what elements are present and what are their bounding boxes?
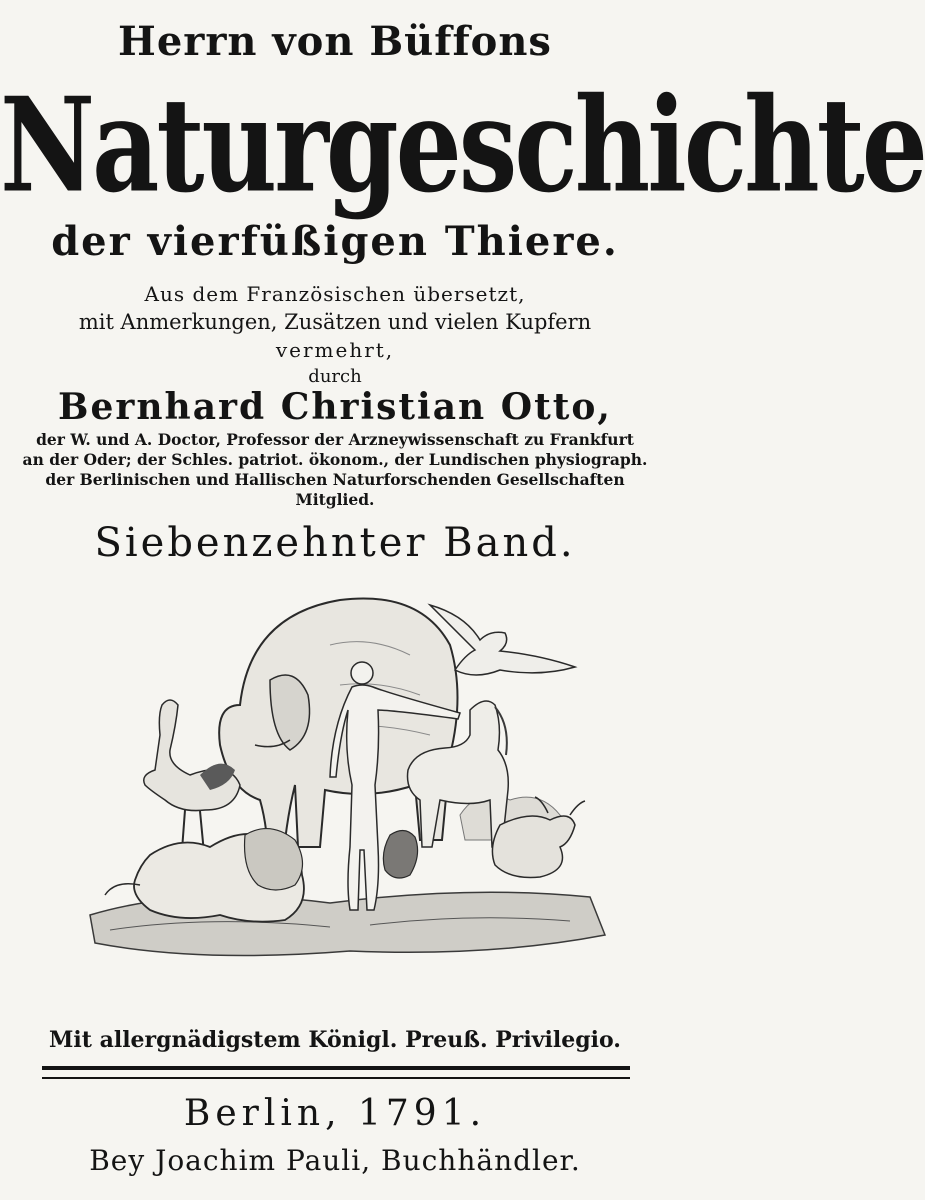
translation-line-2: mit Anmerkungen, Zusätzen und vielen Kupfern [78, 310, 592, 334]
privilege-line: Mit allergnädigstem Königl. Preuß. Privilegio. [49, 1027, 621, 1053]
main-title: Naturgeschichte [0, 68, 925, 222]
human-head [351, 662, 373, 684]
credentials-line-3: der Berlinischen und Hallischen Naturforschenden Gesellschaften [45, 470, 625, 489]
publisher-line: Bey Joachim Pauli, Buchhändler. [89, 1144, 581, 1177]
credentials-line-2: an der Oder; der Schles. patriot. ökonom., der Lundischen physiograph. [22, 450, 648, 469]
by-line: durch [308, 366, 362, 387]
place-year: Berlin, 1791. [183, 1093, 487, 1134]
divider-thick [42, 1066, 630, 1070]
frontispiece-engraving [70, 585, 610, 995]
translator-name: Bernhard Christian Otto, [58, 386, 612, 428]
credentials-line-4: Mitglied. [295, 490, 375, 509]
volume-title: Siebenzehnter Band. [94, 520, 576, 566]
divider-thin [42, 1077, 630, 1079]
translation-line-3: vermehrt, [275, 338, 395, 362]
translation-line-1: Aus dem Französischen übersetzt, [144, 282, 526, 306]
credentials-line-1: der W. und A. Doctor, Professor der Arzneywissenschaft zu Frankfurt [36, 430, 634, 449]
monkey [383, 830, 417, 878]
author-line: Herrn von Büffons [118, 18, 552, 65]
subtitle: der vierfüßigen Thiere. [51, 218, 619, 265]
cow [492, 816, 575, 878]
